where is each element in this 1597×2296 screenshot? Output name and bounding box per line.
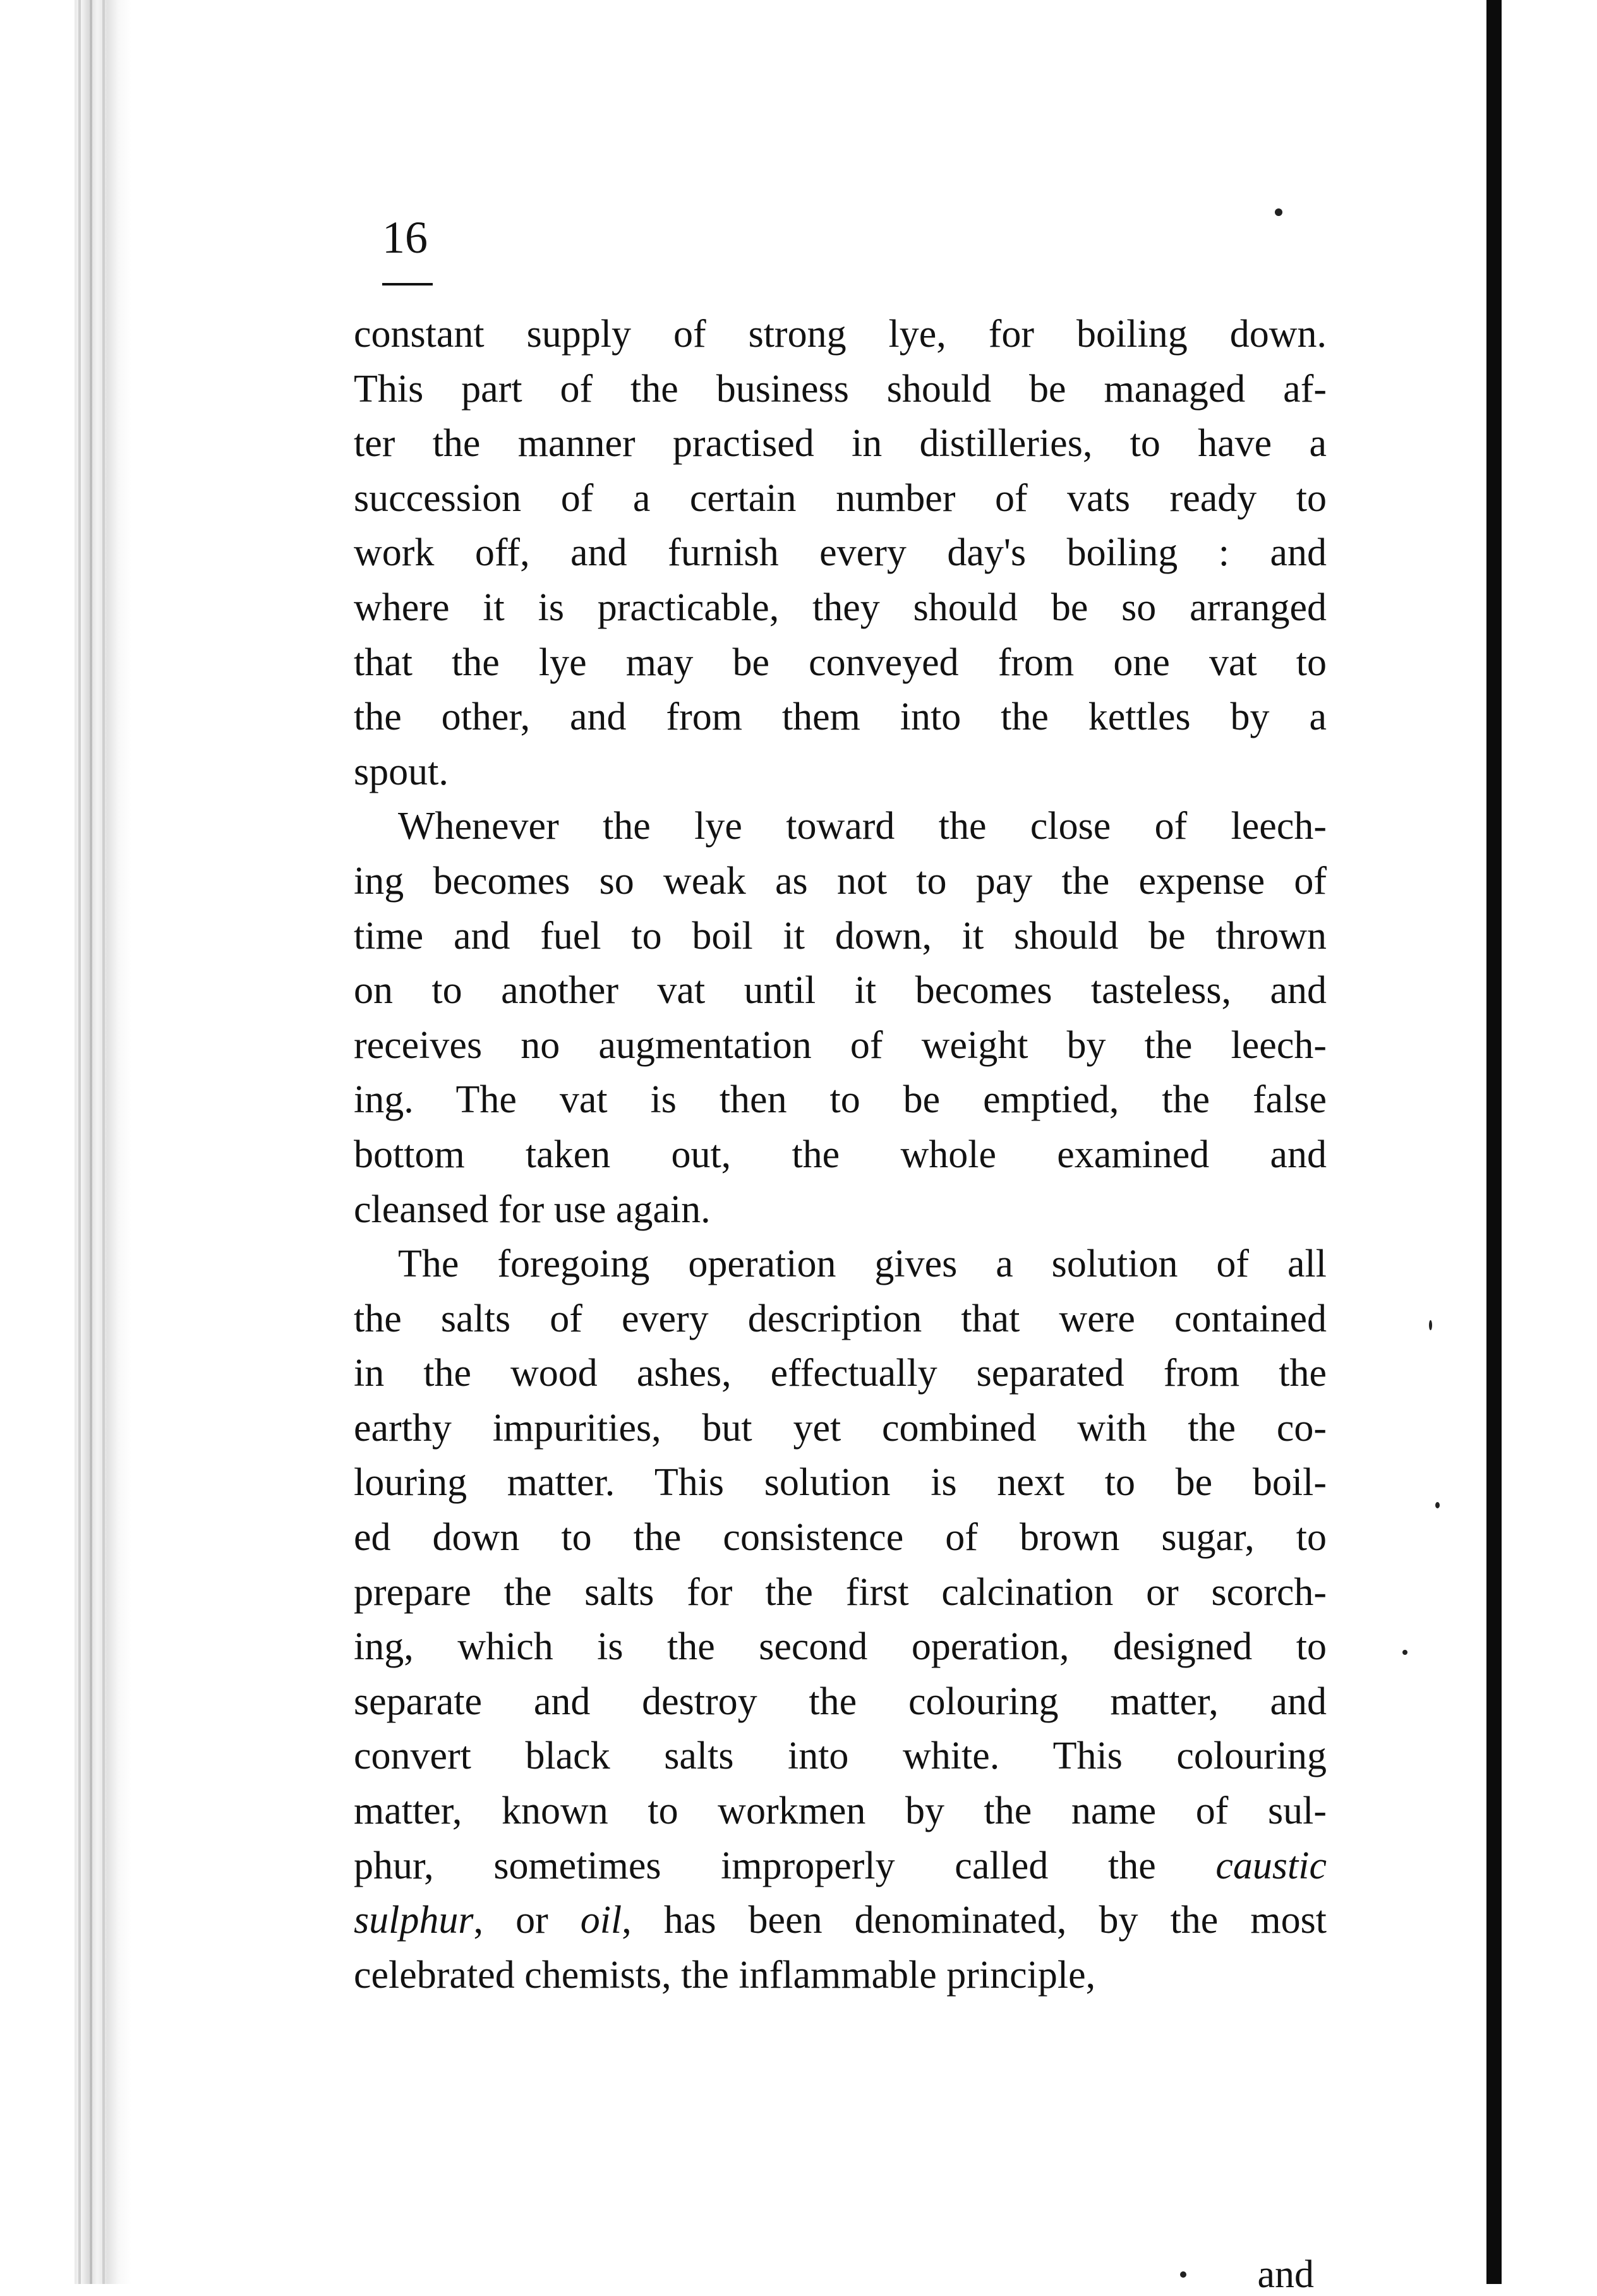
text-line: matter, known to workmen by the name of sul- bbox=[354, 1789, 1327, 1833]
page-number: 16 bbox=[382, 212, 428, 263]
body-text bbox=[354, 307, 1327, 2002]
text-line: ing becomes so weak as not to pay the expense of bbox=[354, 859, 1327, 903]
text-line: This part of the business should be managed af- bbox=[354, 367, 1327, 411]
scan-speck bbox=[1275, 208, 1282, 216]
text-line: celebrated chemists, the inflammable principle, bbox=[354, 1953, 1096, 1997]
italic-word: caustic bbox=[1215, 1844, 1327, 1887]
text-line: cleansed for use again. bbox=[354, 1187, 711, 1231]
text-line: succession of a certain number of vats ready to bbox=[354, 476, 1327, 520]
text-line: spout. bbox=[354, 750, 449, 793]
text-line: constant supply of strong lye, for boiling down. bbox=[354, 313, 1327, 356]
text-line: on to another vat until it becomes tasteless, and bbox=[354, 969, 1327, 1013]
text-line: in the wood ashes, effectually separated from the bbox=[354, 1352, 1327, 1395]
scan-speck bbox=[1435, 1502, 1440, 1508]
text-line: where it is practicable, they should be so arranged bbox=[354, 586, 1327, 629]
text-line: Whenever the lye toward the close of leech- bbox=[398, 805, 1327, 848]
text-line: sulphur, or oil, has been denominated, by the most bbox=[354, 1899, 1327, 1942]
text-line: ing. The vat is then to be emptied, the false bbox=[354, 1078, 1327, 1122]
page-number-rule bbox=[382, 283, 433, 285]
gutter-edge-line bbox=[90, 0, 92, 2284]
text-line: separate and destroy the colouring matter, and bbox=[354, 1680, 1327, 1723]
text-line: prepare the salts for the first calcination or scorch- bbox=[354, 1570, 1327, 1614]
scan-speck bbox=[1429, 1320, 1432, 1330]
text-line: time and fuel to boil it down, it should be thrown bbox=[354, 914, 1327, 958]
text-line: the salts of every description that were contained bbox=[354, 1297, 1327, 1340]
scan-speck bbox=[1180, 2271, 1186, 2278]
catchword: and bbox=[1257, 2253, 1314, 2296]
book-gutter bbox=[75, 0, 131, 2284]
gutter-edge-line bbox=[78, 0, 81, 2284]
text-line: The foregoing operation gives a solution of all bbox=[398, 1242, 1327, 1286]
scan-speck bbox=[1402, 1650, 1407, 1655]
text-line: convert black salts into white. This colouring bbox=[354, 1734, 1327, 1778]
facing-page-edge bbox=[1486, 0, 1502, 2284]
gutter-edge-line bbox=[102, 0, 105, 2284]
facing-page bbox=[1502, 0, 1597, 2284]
text-line: bottom taken out, the whole examined and bbox=[354, 1133, 1327, 1176]
text-line: receives no augmentation of weight by the leech- bbox=[354, 1023, 1327, 1067]
text-line: ing, which is the second operation, designed to bbox=[354, 1625, 1327, 1669]
text-line: ed down to the consistence of brown sugar, to bbox=[354, 1516, 1327, 1560]
text-line: earthy impurities, but yet combined with the co- bbox=[354, 1406, 1327, 1450]
text-line: louring matter. This solution is next to be boil- bbox=[354, 1461, 1327, 1505]
text-line: that the lye may be conveyed from one vat to bbox=[354, 640, 1327, 684]
text-line: the other, and from them into the kettles by a bbox=[354, 695, 1327, 739]
text-line: ter the manner practised in distilleries, to have a bbox=[354, 422, 1327, 466]
italic-word: sulphur bbox=[354, 1899, 474, 1942]
text-line: phur, sometimes improperly called the caustic bbox=[354, 1844, 1327, 1887]
text-line: work off, and furnish every day's boiling : and bbox=[354, 531, 1327, 575]
italic-word: oil bbox=[580, 1899, 622, 1942]
